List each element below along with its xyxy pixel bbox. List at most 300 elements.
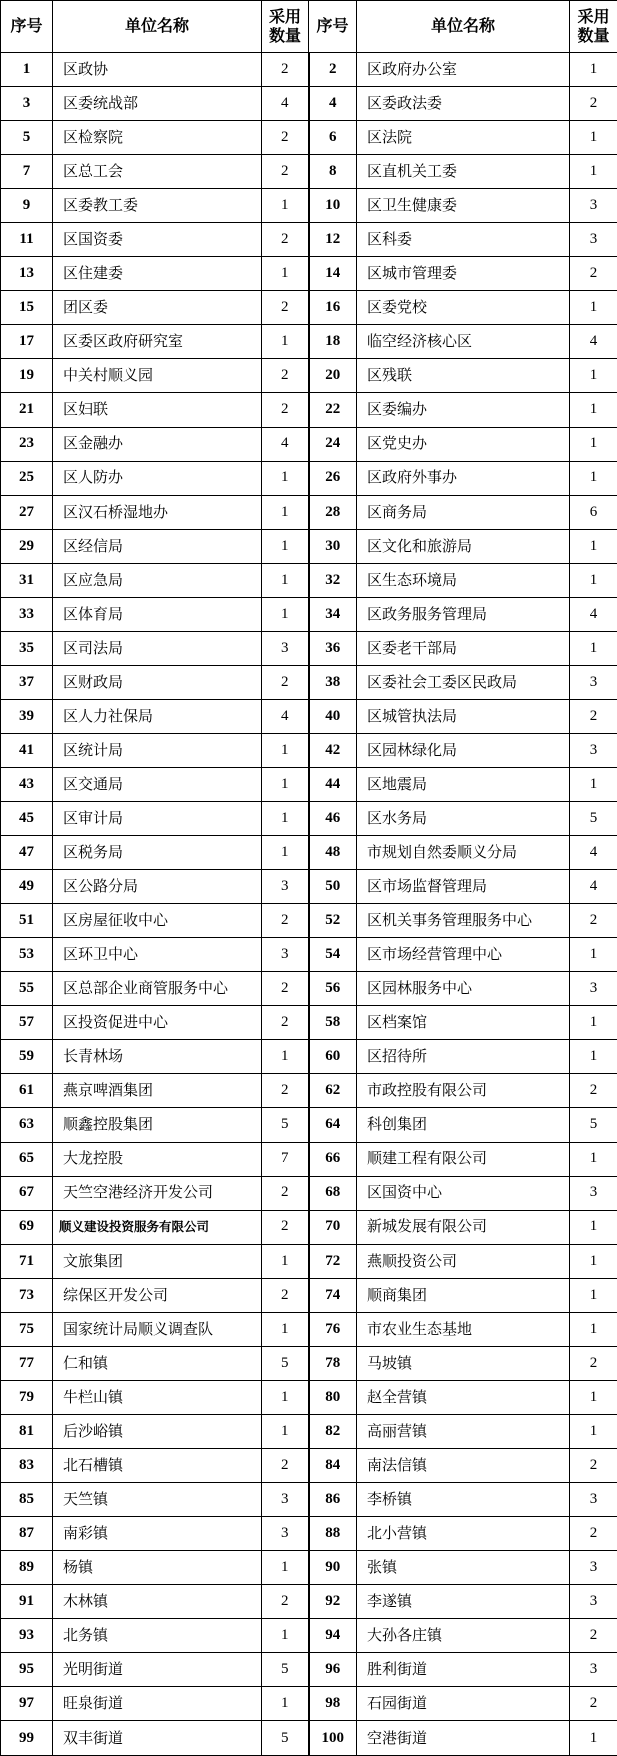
adoption-count-right: 1 [570, 1244, 617, 1278]
adoption-count-left: 1 [262, 1414, 309, 1448]
row-index-left: 35 [1, 631, 53, 665]
unit-name-right: 区法院 [357, 121, 570, 155]
adoption-count-left: 2 [262, 1210, 309, 1244]
row-index-left: 19 [1, 359, 53, 393]
adoption-count-left: 7 [262, 1142, 309, 1176]
row-index-right: 60 [309, 1040, 357, 1074]
table-row [1, 665, 617, 699]
adoption-count-right: 2 [570, 1346, 617, 1380]
unit-name-right: 顺商集团 [357, 1278, 570, 1312]
row-index-right: 56 [309, 972, 357, 1006]
table-row [1, 1244, 617, 1278]
row-index-right: 94 [309, 1619, 357, 1653]
table-row [1, 1448, 617, 1482]
table-row [1, 1585, 617, 1619]
table-row [1, 529, 617, 563]
unit-name-left: 区总部企业商管服务中心 [53, 972, 262, 1006]
adoption-count-right: 3 [570, 1551, 617, 1585]
row-index-right: 88 [309, 1517, 357, 1551]
adoption-count-left: 2 [262, 393, 309, 427]
adoption-count-right: 6 [570, 495, 617, 529]
row-index-left: 79 [1, 1380, 53, 1414]
header-count-left [262, 1, 309, 53]
unit-name-right: 区政府外事办 [357, 461, 570, 495]
adoption-count-left: 3 [262, 1517, 309, 1551]
adoption-count-left: 2 [262, 665, 309, 699]
unit-name-right: 市规划自然委顺义分局 [357, 836, 570, 870]
unit-name-right: 区委政法委 [357, 87, 570, 121]
row-index-left: 75 [1, 1312, 53, 1346]
unit-name-left: 区审计局 [53, 802, 262, 836]
unit-name-left: 区人防办 [53, 461, 262, 495]
adoption-count-right: 1 [570, 529, 617, 563]
adoption-count-left: 1 [262, 802, 309, 836]
adoption-count-left: 2 [262, 1448, 309, 1482]
adoption-count-left: 2 [262, 155, 309, 189]
adoption-count-right: 4 [570, 836, 617, 870]
unit-name-right: 科创集团 [357, 1108, 570, 1142]
adoption-count-left: 1 [262, 767, 309, 801]
header-unit-name-right: 单位名称 [357, 1, 570, 53]
table-row [1, 325, 617, 359]
table-row [1, 699, 617, 733]
row-index-right: 78 [309, 1346, 357, 1380]
unit-name-right: 区市场监督管理局 [357, 870, 570, 904]
unit-name-left: 区统计局 [53, 733, 262, 767]
unit-name-left: 区总工会 [53, 155, 262, 189]
unit-name-right: 胜利街道 [357, 1653, 570, 1687]
adoption-count-left: 1 [262, 597, 309, 631]
adoption-count-right: 1 [570, 359, 617, 393]
adoption-count-left: 1 [262, 325, 309, 359]
table-row [1, 257, 617, 291]
unit-name-left: 区检察院 [53, 121, 262, 155]
adoption-count-left: 5 [262, 1108, 309, 1142]
unit-name-left: 燕京啤酒集团 [53, 1074, 262, 1108]
unit-name-left: 区委统战部 [53, 87, 262, 121]
adoption-count-left: 2 [262, 1278, 309, 1312]
unit-name-right: 市政控股有限公司 [357, 1074, 570, 1108]
row-index-right: 10 [309, 189, 357, 223]
adoption-count-left: 3 [262, 938, 309, 972]
row-index-right: 86 [309, 1482, 357, 1516]
row-index-right: 70 [309, 1210, 357, 1244]
row-index-right: 22 [309, 393, 357, 427]
table-row [1, 1721, 617, 1756]
row-index-left: 73 [1, 1278, 53, 1312]
table-row [1, 87, 617, 121]
adoption-count-right: 3 [570, 1482, 617, 1516]
unit-name-left: 区政协 [53, 53, 262, 87]
table-row [1, 1312, 617, 1346]
row-index-left: 11 [1, 223, 53, 257]
adoption-count-left: 3 [262, 870, 309, 904]
row-index-right: 30 [309, 529, 357, 563]
adoption-count-left: 2 [262, 53, 309, 87]
adoption-count-right: 5 [570, 802, 617, 836]
unit-name-right: 区水务局 [357, 802, 570, 836]
row-index-left: 81 [1, 1414, 53, 1448]
unit-name-left: 天竺镇 [53, 1482, 262, 1516]
adoption-count-right: 2 [570, 1074, 617, 1108]
unit-name-right: 区卫生健康委 [357, 189, 570, 223]
adoption-count-right: 1 [570, 631, 617, 665]
row-index-left: 51 [1, 904, 53, 938]
adoption-count-left: 5 [262, 1721, 309, 1756]
adoption-count-right: 3 [570, 1585, 617, 1619]
adoption-count-right: 1 [570, 1142, 617, 1176]
adoption-count-left: 1 [262, 1244, 309, 1278]
row-index-right: 48 [309, 836, 357, 870]
adoption-count-left: 1 [262, 1312, 309, 1346]
row-index-left: 97 [1, 1687, 53, 1721]
unit-name-right: 区城市管理委 [357, 257, 570, 291]
unit-name-right: 李桥镇 [357, 1482, 570, 1516]
table-row [1, 1108, 617, 1142]
row-index-left: 37 [1, 665, 53, 699]
unit-name-left: 区环卫中心 [53, 938, 262, 972]
unit-name-right: 区党史办 [357, 427, 570, 461]
adoption-count-left: 5 [262, 1346, 309, 1380]
unit-name-left: 中关村顺义园 [53, 359, 262, 393]
row-index-right: 50 [309, 870, 357, 904]
row-index-right: 62 [309, 1074, 357, 1108]
unit-name-right: 李遂镇 [357, 1585, 570, 1619]
unit-name-left: 文旅集团 [53, 1244, 262, 1278]
adoption-count-right: 1 [570, 1721, 617, 1756]
unit-name-left: 区经信局 [53, 529, 262, 563]
adoption-count-left: 1 [262, 461, 309, 495]
adoption-count-right: 3 [570, 189, 617, 223]
row-index-left: 29 [1, 529, 53, 563]
row-index-right: 90 [309, 1551, 357, 1585]
unit-name-left: 团区委 [53, 291, 262, 325]
unit-name-left: 区体育局 [53, 597, 262, 631]
row-index-left: 55 [1, 972, 53, 1006]
unit-name-right: 区商务局 [357, 495, 570, 529]
row-index-left: 7 [1, 155, 53, 189]
row-index-left: 13 [1, 257, 53, 291]
unit-name-left: 天竺空港经济开发公司 [53, 1176, 262, 1210]
adoption-count-left: 2 [262, 972, 309, 1006]
unit-name-right: 空港街道 [357, 1721, 570, 1756]
row-index-right: 54 [309, 938, 357, 972]
unit-name-right: 区生态环境局 [357, 563, 570, 597]
table-row [1, 495, 617, 529]
row-index-right: 34 [309, 597, 357, 631]
row-index-left: 93 [1, 1619, 53, 1653]
row-index-right: 8 [309, 155, 357, 189]
adoption-count-left: 2 [262, 1074, 309, 1108]
unit-name-right: 区委老干部局 [357, 631, 570, 665]
row-index-left: 59 [1, 1040, 53, 1074]
table-row [1, 597, 617, 631]
adoption-count-right: 1 [570, 461, 617, 495]
unit-name-left: 杨镇 [53, 1551, 262, 1585]
adoption-count-left: 1 [262, 257, 309, 291]
unit-name-left: 北石槽镇 [53, 1448, 262, 1482]
unit-name-right: 大孙各庄镇 [357, 1619, 570, 1653]
table-row [1, 155, 617, 189]
table-header [1, 1, 617, 53]
adoption-count-right: 2 [570, 1448, 617, 1482]
row-index-right: 32 [309, 563, 357, 597]
unit-name-right: 高丽营镇 [357, 1414, 570, 1448]
adoption-count-right: 1 [570, 393, 617, 427]
row-index-left: 39 [1, 699, 53, 733]
unit-name-right: 区档案馆 [357, 1006, 570, 1040]
row-index-right: 20 [309, 359, 357, 393]
header-row [1, 1, 617, 53]
adoption-count-right: 3 [570, 733, 617, 767]
unit-name-left: 区司法局 [53, 631, 262, 665]
adoption-count-right: 5 [570, 1108, 617, 1142]
unit-name-right: 区地震局 [357, 767, 570, 801]
header-count-line1: 采用 [268, 7, 301, 27]
table-row [1, 1210, 617, 1244]
unit-name-left: 区妇联 [53, 393, 262, 427]
unit-name-left: 国家统计局顺义调查队 [53, 1312, 262, 1346]
adoption-count-right: 3 [570, 665, 617, 699]
adoption-count-left: 5 [262, 1653, 309, 1687]
unit-name-left: 顺鑫控股集团 [53, 1108, 262, 1142]
adoption-count-right: 3 [570, 1653, 617, 1687]
header-index-left: 序号 [1, 1, 53, 53]
adoption-count-right: 1 [570, 1312, 617, 1346]
unit-name-left: 区公路分局 [53, 870, 262, 904]
row-index-right: 36 [309, 631, 357, 665]
row-index-right: 52 [309, 904, 357, 938]
unit-name-right: 临空经济核心区 [357, 325, 570, 359]
adoption-count-left: 1 [262, 1380, 309, 1414]
unit-name-right: 区残联 [357, 359, 570, 393]
adoption-count-left: 4 [262, 427, 309, 461]
row-index-right: 18 [309, 325, 357, 359]
unit-name-right: 区科委 [357, 223, 570, 257]
table-row [1, 1517, 617, 1551]
row-index-left: 47 [1, 836, 53, 870]
row-index-left: 49 [1, 870, 53, 904]
adoption-count-left: 1 [262, 1619, 309, 1653]
unit-name-left: 后沙峪镇 [53, 1414, 262, 1448]
adoption-count-left: 1 [262, 529, 309, 563]
unit-name-left: 区投资促进中心 [53, 1006, 262, 1040]
row-index-left: 87 [1, 1517, 53, 1551]
row-index-left: 15 [1, 291, 53, 325]
table-row [1, 1414, 617, 1448]
row-index-left: 1 [1, 53, 53, 87]
row-index-left: 41 [1, 733, 53, 767]
table-row [1, 802, 617, 836]
table-row [1, 1482, 617, 1516]
row-index-left: 17 [1, 325, 53, 359]
row-index-left: 3 [1, 87, 53, 121]
adoption-count-right: 1 [570, 1210, 617, 1244]
adoption-count-left: 3 [262, 1482, 309, 1516]
table-row [1, 1142, 617, 1176]
table-row [1, 904, 617, 938]
unit-name-left: 区人力社保局 [53, 699, 262, 733]
table-row [1, 1074, 617, 1108]
row-index-left: 95 [1, 1653, 53, 1687]
row-index-right: 6 [309, 121, 357, 155]
table-row [1, 631, 617, 665]
table-row [1, 972, 617, 1006]
unit-name-left: 仁和镇 [53, 1346, 262, 1380]
row-index-left: 25 [1, 461, 53, 495]
unit-name-right: 市农业生态基地 [357, 1312, 570, 1346]
row-index-left: 65 [1, 1142, 53, 1176]
row-index-left: 33 [1, 597, 53, 631]
adoption-count-left: 1 [262, 733, 309, 767]
adoption-count-left: 2 [262, 223, 309, 257]
adoption-count-left: 2 [262, 904, 309, 938]
unit-name-left: 区委教工委 [53, 189, 262, 223]
unit-name-right: 区委社会工委区民政局 [357, 665, 570, 699]
row-index-left: 61 [1, 1074, 53, 1108]
adoption-count-right: 1 [570, 291, 617, 325]
row-index-right: 96 [309, 1653, 357, 1687]
adoption-count-right: 3 [570, 972, 617, 1006]
adoption-count-right: 1 [570, 155, 617, 189]
table-row [1, 53, 617, 87]
table-row [1, 938, 617, 972]
unit-name-right: 区政府办公室 [357, 53, 570, 87]
unit-name-right: 区园林服务中心 [357, 972, 570, 1006]
row-index-left: 5 [1, 121, 53, 155]
adoption-count-right: 1 [570, 53, 617, 87]
adoption-count-right: 1 [570, 121, 617, 155]
adoption-count-right: 1 [570, 1040, 617, 1074]
unit-name-right: 区委党校 [357, 291, 570, 325]
unit-name-left: 双丰街道 [53, 1721, 262, 1756]
adoption-count-left: 3 [262, 631, 309, 665]
table-row [1, 359, 617, 393]
row-index-right: 74 [309, 1278, 357, 1312]
row-index-left: 85 [1, 1482, 53, 1516]
adoption-count-left: 2 [262, 121, 309, 155]
adoption-count-right: 3 [570, 223, 617, 257]
unit-name-left: 区委区政府研究室 [53, 325, 262, 359]
unit-name-left: 牛栏山镇 [53, 1380, 262, 1414]
row-index-right: 40 [309, 699, 357, 733]
table-row [1, 393, 617, 427]
unit-name-left: 区财政局 [53, 665, 262, 699]
unit-name-left: 光明街道 [53, 1653, 262, 1687]
row-index-left: 53 [1, 938, 53, 972]
adoption-count-left: 1 [262, 1551, 309, 1585]
table-row [1, 1278, 617, 1312]
unit-name-right: 区城管执法局 [357, 699, 570, 733]
table-row [1, 1006, 617, 1040]
adoption-count-right: 1 [570, 1006, 617, 1040]
table-row [1, 563, 617, 597]
unit-name-left: 南彩镇 [53, 1517, 262, 1551]
table-row [1, 121, 617, 155]
row-index-right: 80 [309, 1380, 357, 1414]
row-index-left: 23 [1, 427, 53, 461]
row-index-right: 16 [309, 291, 357, 325]
adoption-count-left: 2 [262, 291, 309, 325]
unit-name-left: 北务镇 [53, 1619, 262, 1653]
unit-name-right: 区园林绿化局 [357, 733, 570, 767]
adoption-count-right: 1 [570, 767, 617, 801]
table-row [1, 836, 617, 870]
unit-name-left: 区应急局 [53, 563, 262, 597]
unit-name-right: 区直机关工委 [357, 155, 570, 189]
row-index-right: 4 [309, 87, 357, 121]
row-index-left: 77 [1, 1346, 53, 1380]
unit-name-left: 区国资委 [53, 223, 262, 257]
row-index-right: 72 [309, 1244, 357, 1278]
row-index-left: 63 [1, 1108, 53, 1142]
row-index-left: 83 [1, 1448, 53, 1482]
adoption-count-right: 1 [570, 938, 617, 972]
row-index-right: 26 [309, 461, 357, 495]
row-index-right: 58 [309, 1006, 357, 1040]
adoption-count-left: 4 [262, 87, 309, 121]
adoption-count-left: 1 [262, 495, 309, 529]
row-index-right: 38 [309, 665, 357, 699]
header-count-line2: 数量 [268, 25, 301, 45]
row-index-left: 27 [1, 495, 53, 529]
row-index-right: 66 [309, 1142, 357, 1176]
adoption-count-right: 2 [570, 1687, 617, 1721]
row-index-left: 43 [1, 767, 53, 801]
table-row [1, 1380, 617, 1414]
unit-name-right: 新城发展有限公司 [357, 1210, 570, 1244]
row-index-right: 92 [309, 1585, 357, 1619]
adoption-count-left: 1 [262, 1040, 309, 1074]
table-row [1, 461, 617, 495]
row-index-left: 21 [1, 393, 53, 427]
unit-name-right: 区委编办 [357, 393, 570, 427]
adoption-count-right: 4 [570, 597, 617, 631]
adoption-count-left: 4 [262, 699, 309, 733]
adoption-count-right: 4 [570, 870, 617, 904]
header-count-right [570, 1, 617, 53]
row-index-left: 69 [1, 1210, 53, 1244]
table-row [1, 223, 617, 257]
adoption-count-left: 1 [262, 1687, 309, 1721]
unit-name-right: 区招待所 [357, 1040, 570, 1074]
row-index-left: 99 [1, 1721, 53, 1756]
unit-name-left: 大龙控股 [53, 1142, 262, 1176]
row-index-right: 42 [309, 733, 357, 767]
row-index-right: 68 [309, 1176, 357, 1210]
unit-name-left: 区住建委 [53, 257, 262, 291]
table-row [1, 767, 617, 801]
unit-name-left: 区房屋征收中心 [53, 904, 262, 938]
row-index-right: 84 [309, 1448, 357, 1482]
unit-name-left: 区汉石桥湿地办 [53, 495, 262, 529]
table-row [1, 1653, 617, 1687]
adoption-count-right: 1 [570, 1278, 617, 1312]
unit-name-right: 石园街道 [357, 1687, 570, 1721]
unit-name-left: 区税务局 [53, 836, 262, 870]
unit-name-left: 木林镇 [53, 1585, 262, 1619]
adoption-count-right: 2 [570, 1517, 617, 1551]
row-index-right: 28 [309, 495, 357, 529]
adoption-count-right: 1 [570, 1380, 617, 1414]
unit-name-right: 马坡镇 [357, 1346, 570, 1380]
table-row [1, 1687, 617, 1721]
adoption-count-left: 2 [262, 359, 309, 393]
adoption-count-right: 2 [570, 1619, 617, 1653]
adoption-count-right: 1 [570, 427, 617, 461]
adoption-count-right: 4 [570, 325, 617, 359]
row-index-left: 91 [1, 1585, 53, 1619]
